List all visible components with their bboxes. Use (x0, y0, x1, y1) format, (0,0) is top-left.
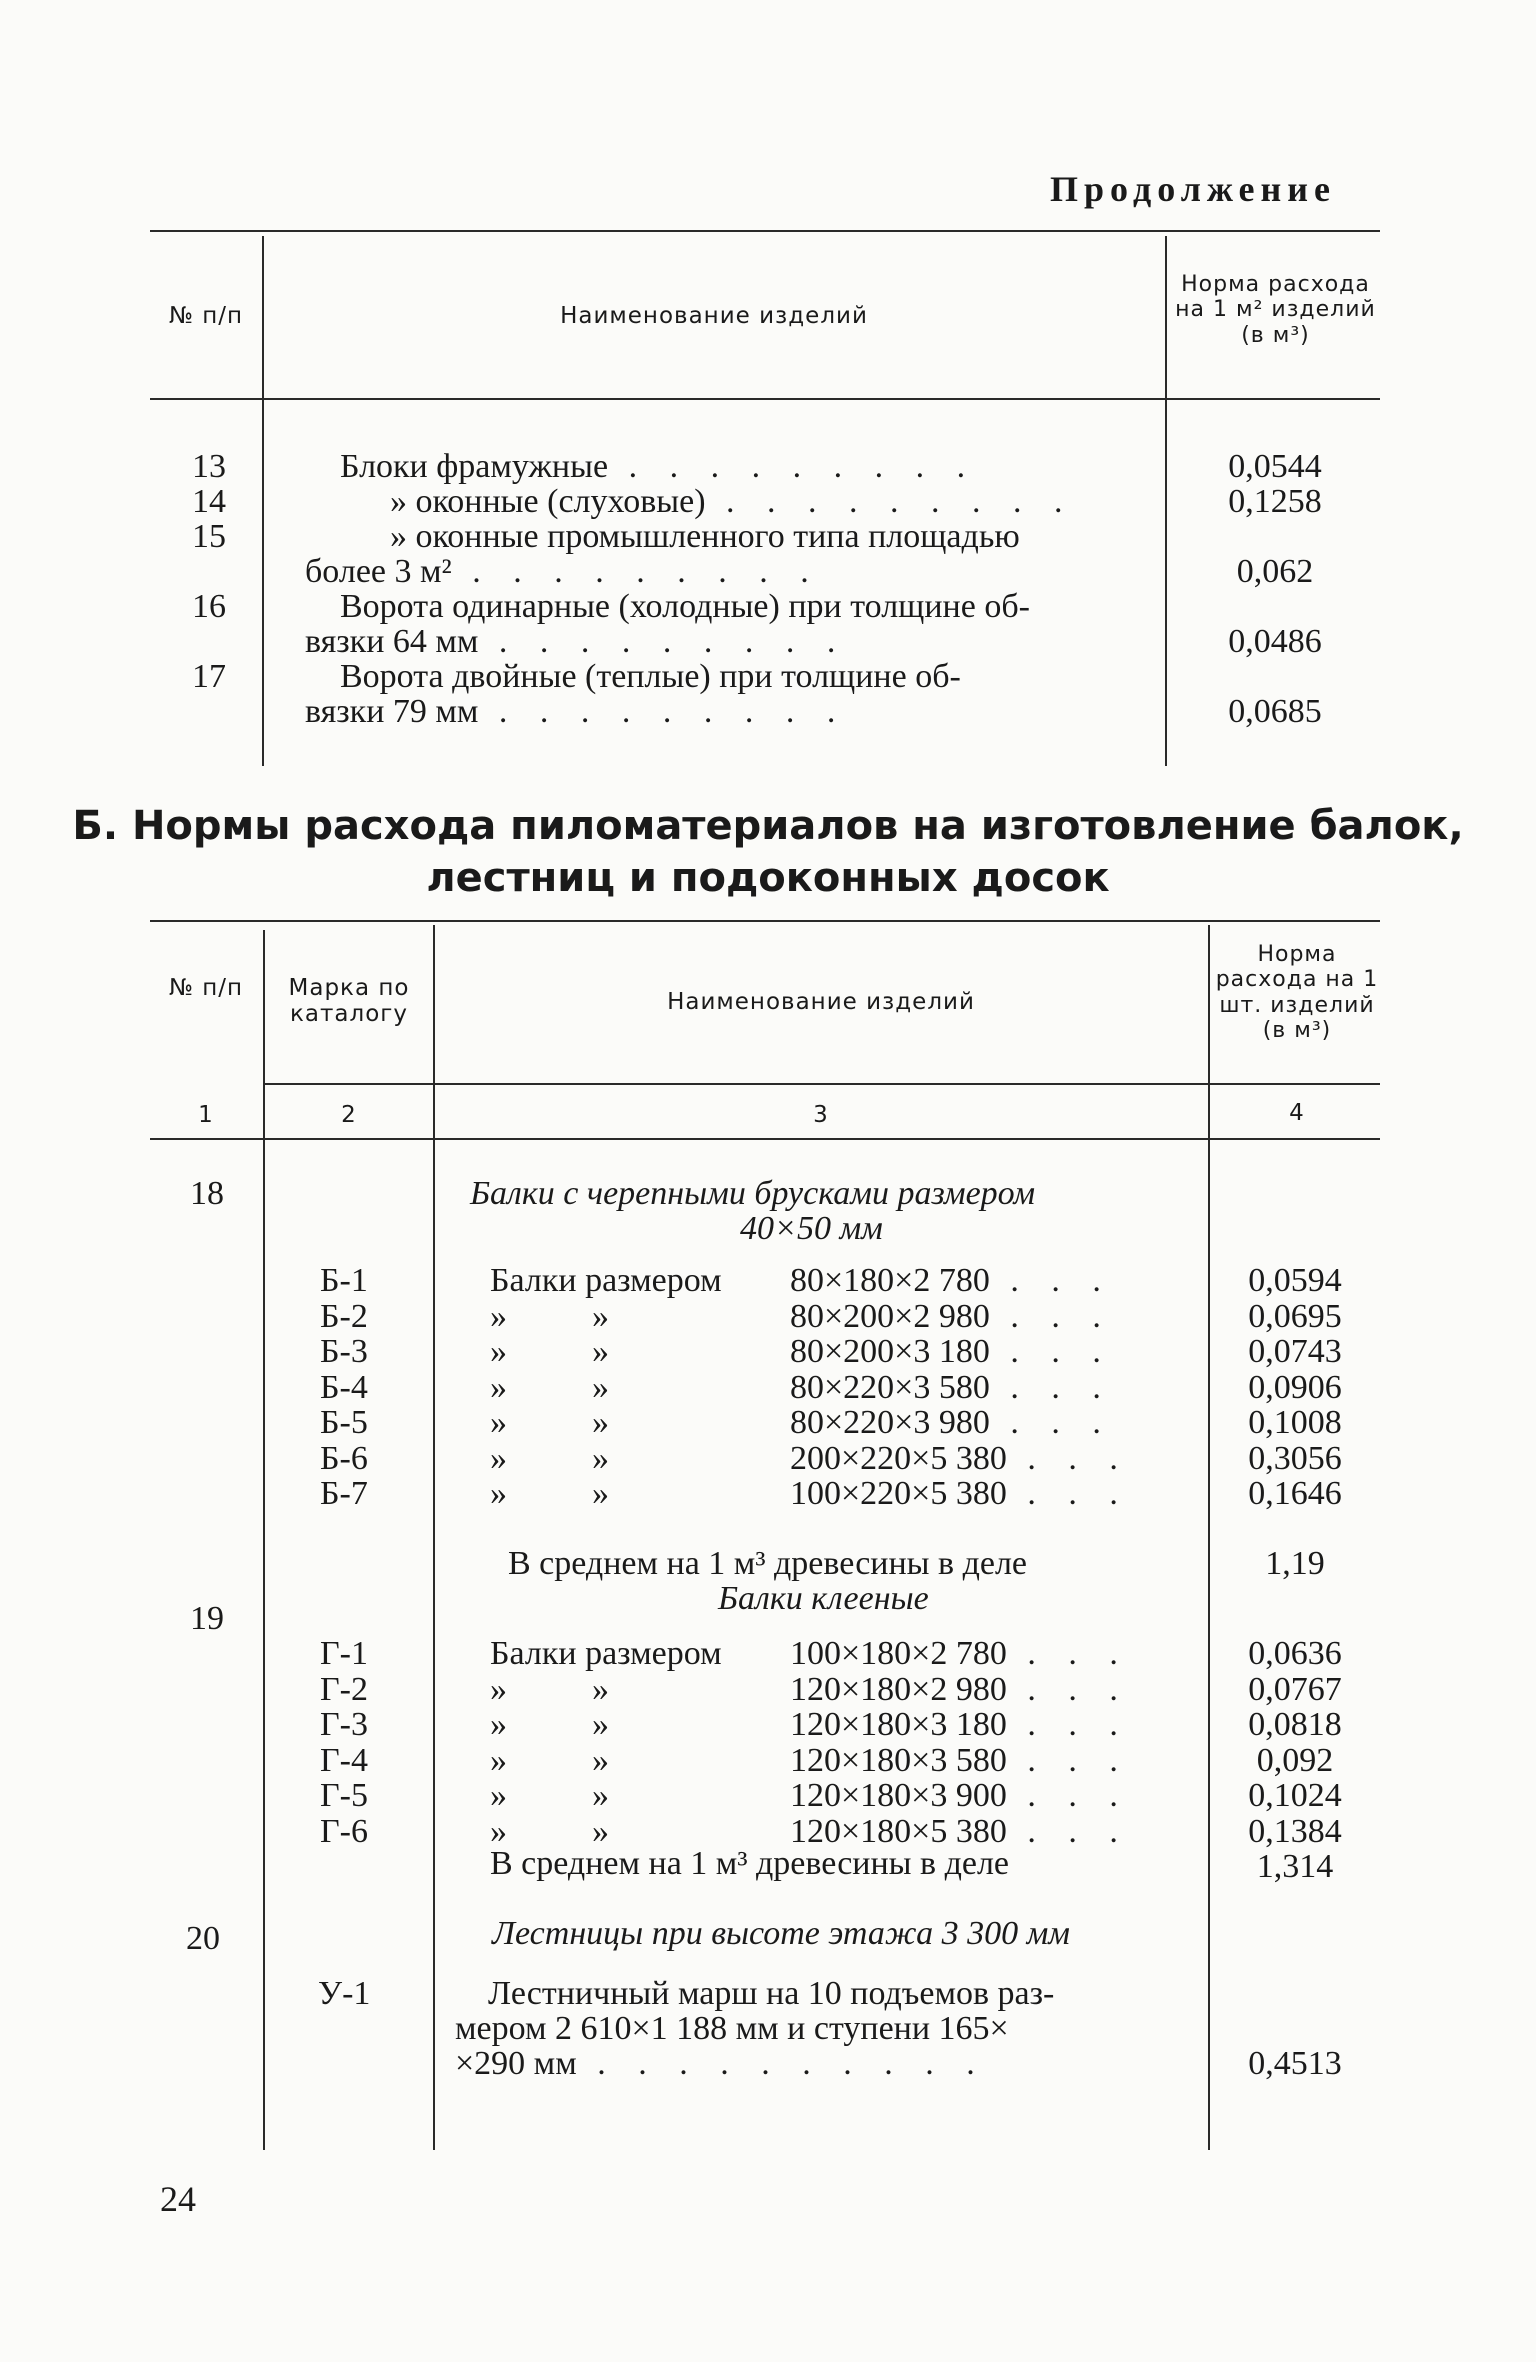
header2-num: № п/п (168, 975, 244, 1001)
name-cell: » » (490, 1670, 609, 1708)
norm-value: 0,0906 (1248, 1368, 1342, 1406)
size-cell: 80×180×2 780 . . . (790, 1262, 1113, 1299)
row-number: 18 (190, 1175, 224, 1212)
colnum-4: 4 (1289, 1100, 1305, 1126)
section-title-line-1: Б. Нормы расхода пиломатериалов на изготовление балок, (72, 803, 1464, 849)
item-name-line: вязки 79 мм . . . . . . . . . (305, 693, 848, 730)
size-cell: 80×220×3 580 . . . (790, 1368, 1113, 1406)
mark-cell: Б-5 (320, 1404, 368, 1441)
mark-cell: Б-2 (320, 1297, 368, 1335)
name-cell: Балки размером (490, 1635, 722, 1672)
name-cell: » » (490, 1404, 609, 1441)
mark-cell: Б-6 (320, 1439, 368, 1477)
average-value: 1,314 (1256, 1848, 1334, 1885)
size-cell: 200×220×5 380 . . . (790, 1439, 1130, 1477)
norm-value: 0,1258 (1228, 483, 1322, 520)
norm-value: 0,1024 (1248, 1777, 1342, 1814)
name-cell: » » (490, 1777, 609, 1814)
name-cell: » » (490, 1812, 609, 1850)
size-cell: 120×180×3 900 . . . (790, 1777, 1130, 1814)
mark-cell: Г-3 (320, 1706, 368, 1743)
mark-cell: Б-3 (320, 1333, 368, 1370)
norm-value: 0,0486 (1228, 623, 1322, 660)
size-cell: 80×200×3 180 . . . (790, 1333, 1113, 1370)
item-name-line: вязки 64 мм . . . . . . . . . (305, 623, 848, 660)
row-number: 13 (192, 448, 226, 485)
header-num: № п/п (168, 303, 244, 329)
group-title: Балки с черепными брусками размером (470, 1175, 1036, 1212)
item-name-line: Блоки фрамужные . . . . . . . . . (340, 448, 978, 485)
mark-cell: Г-1 (320, 1635, 368, 1672)
name-cell: Балки размером (490, 1262, 722, 1299)
average-label: В среднем на 1 м³ древесины в деле (490, 1845, 1010, 1882)
size-cell: 120×180×3 180 . . . (790, 1706, 1130, 1743)
item-name-line: более 3 м² . . . . . . . . . (305, 553, 821, 590)
norm-value: 0,092 (1256, 1741, 1334, 1779)
row-number: 17 (192, 658, 226, 695)
colnum-1: 1 (198, 1102, 214, 1128)
size-cell: 100×180×2 780 . . . (790, 1635, 1130, 1672)
header-name: Наименование изделий (560, 303, 868, 329)
colnum-2: 2 (341, 1102, 357, 1128)
average-value: 1,19 (1265, 1545, 1325, 1582)
row-number: 14 (192, 483, 226, 520)
mark-cell: Б-7 (320, 1475, 368, 1512)
name-cell: » » (490, 1475, 609, 1512)
header2-name: Наименование изделий (667, 989, 975, 1015)
name-cell: » » (490, 1297, 609, 1335)
norm-value: 0,0743 (1248, 1333, 1342, 1370)
item-name-line: » оконные (слуховые) . . . . . . . . . (390, 483, 1075, 520)
section-title-line-2: лестниц и подоконных досок (426, 855, 1110, 901)
row-number: 19 (190, 1600, 224, 1637)
mark-cell: Б-4 (320, 1368, 368, 1406)
group-title: Лестницы при высоте этажа 3 300 мм (492, 1915, 1070, 1952)
size-cell: 120×180×5 380 . . . (790, 1812, 1130, 1850)
header2-mark: Марка по каталогу (288, 975, 410, 1028)
name-cell: » » (490, 1741, 609, 1779)
row-number: 20 (186, 1920, 220, 1957)
name-line: Лестничный марш на 10 подъемов раз- (488, 1975, 1055, 2012)
name-cell: » » (490, 1706, 609, 1743)
norm-value: 0,1384 (1248, 1812, 1342, 1850)
name-cell: » » (490, 1368, 609, 1406)
item-name-line: Ворота одинарные (холодные) при толщине об- (340, 588, 1030, 625)
name-cell: » » (490, 1439, 609, 1477)
page-number: 24 (160, 2179, 196, 2219)
size-cell: 100×220×5 380 . . . (790, 1475, 1130, 1512)
item-name-line: » оконные промышленного типа площадью (390, 518, 1020, 555)
colnum-3: 3 (813, 1102, 829, 1128)
size-cell: 80×200×2 980 . . . (790, 1297, 1113, 1335)
norm-value: 0,0695 (1248, 1297, 1342, 1335)
row-number: 15 (192, 518, 226, 555)
norm-value: 0,0767 (1248, 1670, 1342, 1708)
header2-norm: Норма расхода на 1 шт. изделий (в м³) (1215, 942, 1379, 1043)
mark-cell: Г-5 (320, 1777, 368, 1814)
mark-cell: Г-2 (320, 1670, 368, 1708)
norm-value: 0,1646 (1248, 1475, 1342, 1512)
norm-value: 0,0685 (1228, 693, 1322, 730)
name-cell: » » (490, 1333, 609, 1370)
header-norm: Норма расхода на 1 м² изделий (в м³) (1175, 272, 1376, 348)
item-name-line: Ворота двойные (теплые) при толщине об- (340, 658, 961, 695)
group-title: Балки клееные (718, 1580, 929, 1617)
norm-value: 0,0544 (1228, 448, 1322, 485)
size-cell: 80×220×3 980 . . . (790, 1404, 1113, 1441)
norm-value: 0,062 (1236, 553, 1314, 590)
size-cell: 120×180×2 980 . . . (790, 1670, 1130, 1708)
name-line: ×290 мм . . . . . . . . . . (455, 2045, 987, 2082)
group-title: 40×50 мм (740, 1210, 883, 1247)
norm-value: 0,0594 (1248, 1262, 1342, 1299)
continuation-label: Продолжение (1050, 169, 1336, 209)
norm-value: 0,1008 (1248, 1404, 1342, 1441)
norm-value: 0,3056 (1248, 1439, 1342, 1477)
mark-cell: У-1 (318, 1975, 371, 2012)
mark-cell: Г-4 (320, 1741, 368, 1779)
mark-cell: Г-6 (320, 1812, 368, 1850)
norm-value: 0,4513 (1248, 2045, 1342, 2082)
norm-value: 0,0636 (1248, 1635, 1342, 1672)
section-title (0, 800, 1536, 904)
norm-value: 0,0818 (1248, 1706, 1342, 1743)
size-cell: 120×180×3 580 . . . (790, 1741, 1130, 1779)
average-label: В среднем на 1 м³ древесины в деле (508, 1545, 1028, 1582)
row-number: 16 (192, 588, 226, 625)
name-line: мером 2 610×1 188 мм и ступени 165× (455, 2010, 1009, 2047)
mark-cell: Б-1 (320, 1262, 368, 1299)
